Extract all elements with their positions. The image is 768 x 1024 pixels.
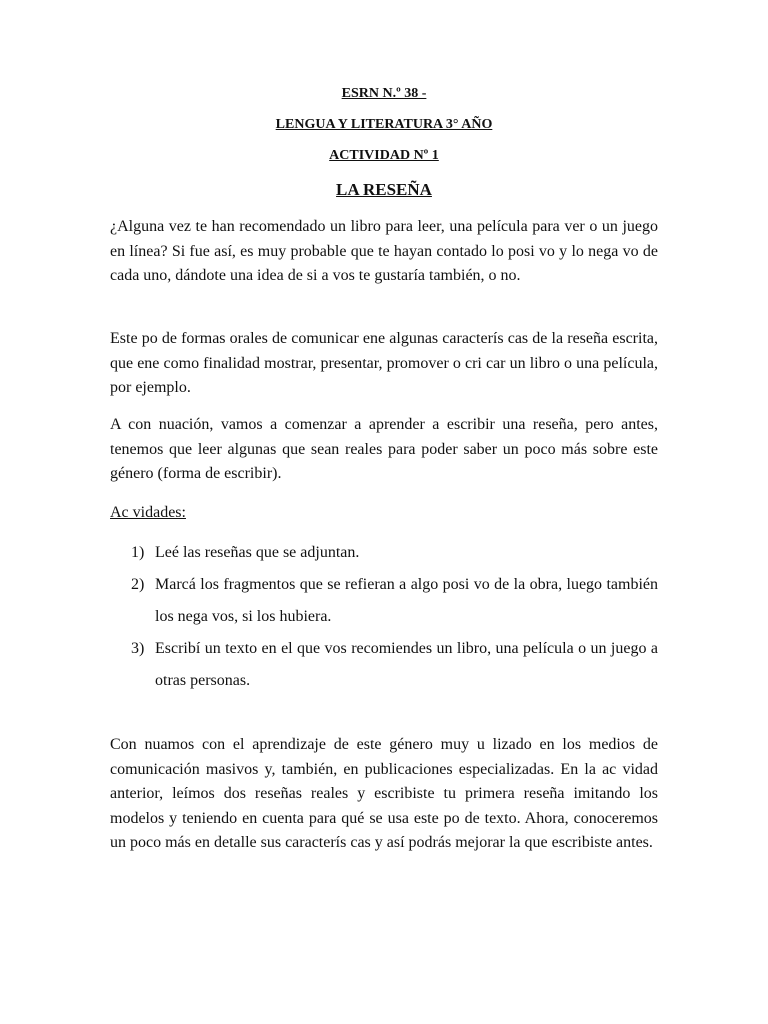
activities-list <box>131 537 658 697</box>
list-item-text: Escribí un texto en el que vos recomiendes un libro, una película o un juego a otras personas. <box>155 640 658 689</box>
activity-heading: ACTIVIDAD Nº 1 <box>329 148 439 163</box>
activities-label: Ac vidades: <box>110 504 186 521</box>
list-item-text: Marcá los fragmentos que se refieran a algo posi vo de la obra, luego también los nega vos, si los hubiera. <box>155 576 658 625</box>
oral-forms-paragraph: Este po de formas orales de comunicar ene algunas caracterís cas de la reseña escrita, que ene como finalidad mostrar, presentar, promover o cri car un libro o una película, por ejemplo. <box>110 330 658 396</box>
list-item-number: 1) <box>131 544 145 561</box>
list-item-number: 3) <box>131 640 145 657</box>
school-heading: ESRN N.º 38 - <box>341 86 427 101</box>
list-item <box>131 569 658 633</box>
list-item <box>131 537 658 569</box>
closing-paragraph: Con nuamos con el aprendizaje de este género muy u lizado en los medios de comunicación masivos y, también, en publicaciones especializadas. En la ac vidad anterior, leímos dos reseñas reales y escribiste tu primera reseña imitando los modelos y teniendo en cuenta para qué se usa este po de texto. Ahora, conoceremos un poco más en detalle sus caracterís cas y así podrás mejorar la que escribiste antes. <box>110 736 658 851</box>
continuation-paragraph: A con nuación, vamos a comenzar a aprender a escribir una reseña, pero antes, tenemos que leer algunas que sean reales para poder saber un poco más sobre este género (forma de escribir). <box>110 416 658 482</box>
list-item <box>131 633 658 697</box>
list-item-number: 2) <box>131 576 145 593</box>
page-title: LA RESEÑA <box>336 180 432 199</box>
list-item-text: Leé las reseñas que se adjuntan. <box>155 544 360 561</box>
subject-heading: LENGUA Y LITERATURA 3° AÑO <box>275 117 493 132</box>
intro-paragraph: ¿Alguna vez te han recomendado un libro para leer, una película para ver o un juego en línea? Si fue así, es muy probable que te hayan contado lo posi vo y lo nega vo de cada uno, dándote una idea de si a vos te gustaría también, o no. <box>110 218 658 284</box>
